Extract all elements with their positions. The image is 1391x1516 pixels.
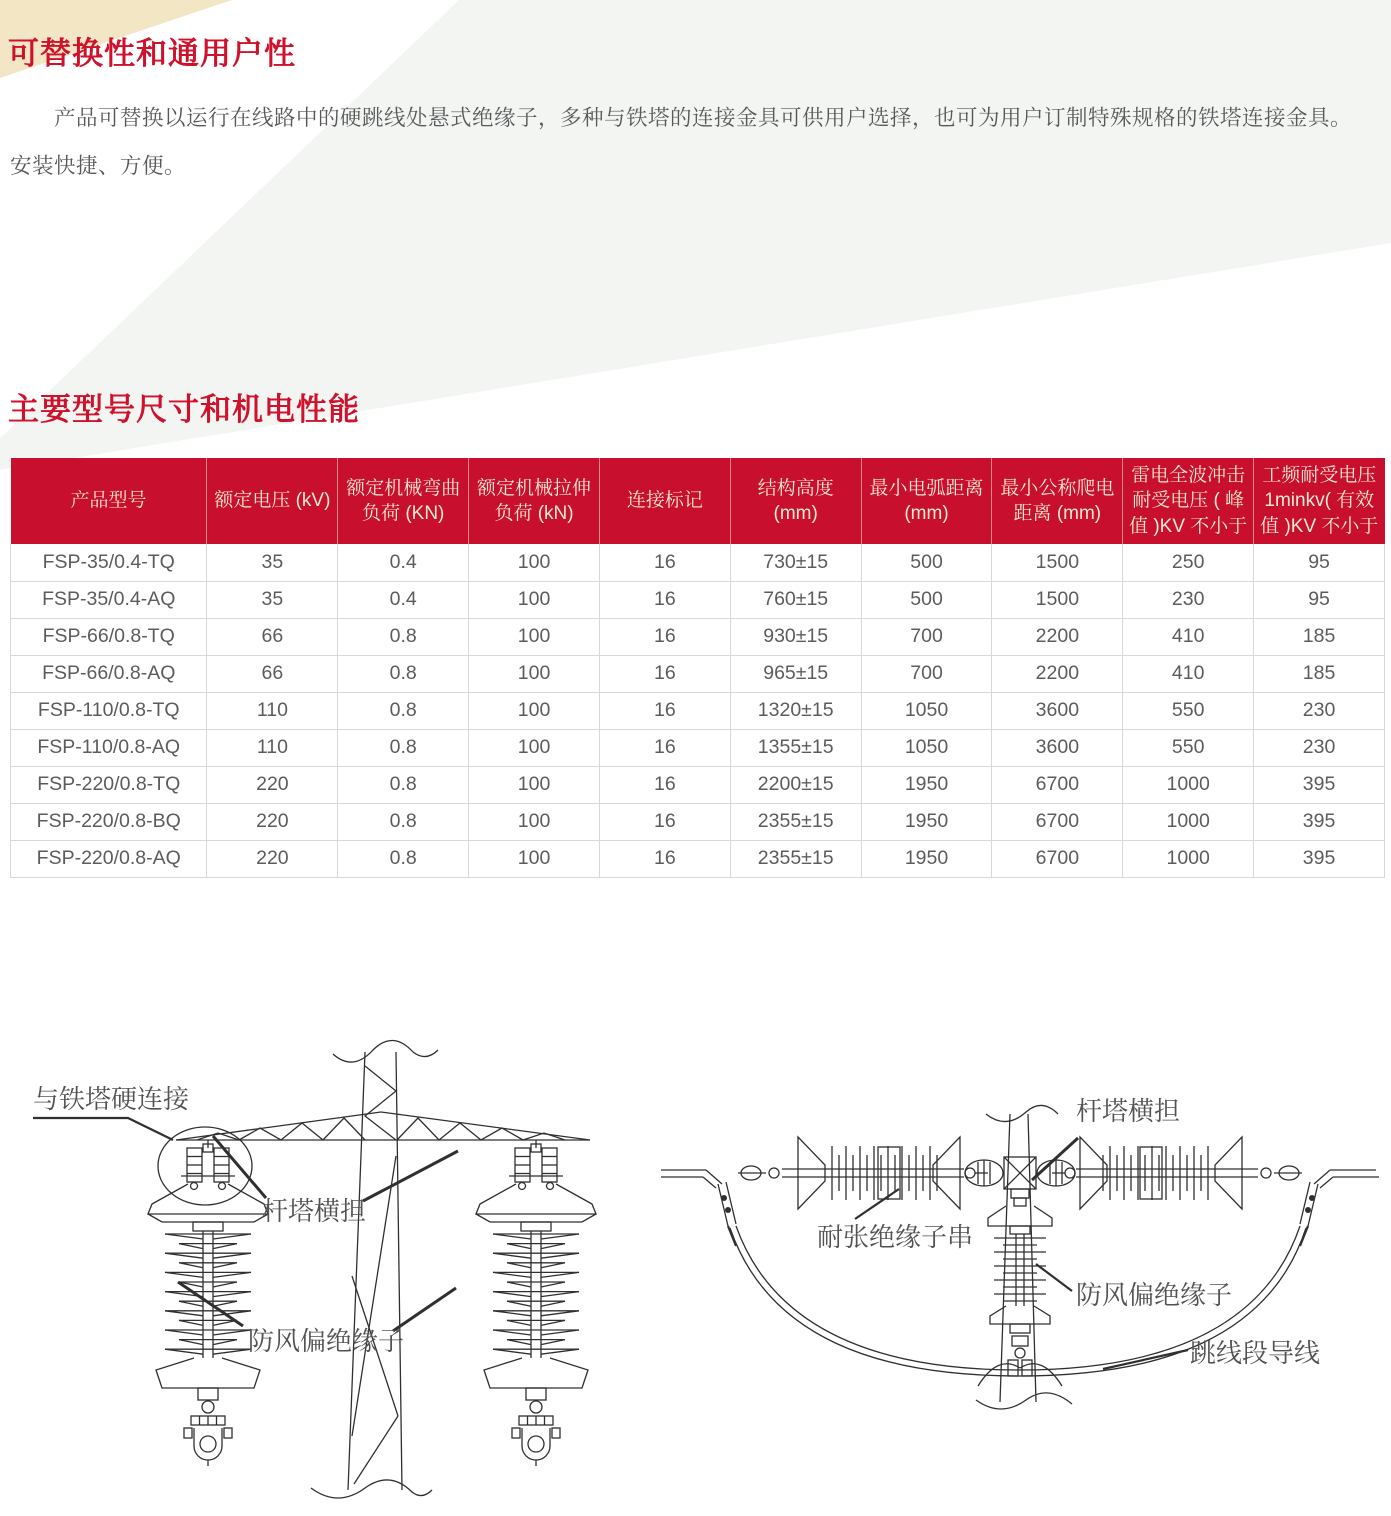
table-cell: 250 (1123, 544, 1254, 581)
table-cell: 3600 (992, 692, 1123, 729)
jumper-assembly-diagram (648, 1088, 1391, 1508)
table-cell: 16 (599, 692, 730, 729)
table-cell: 16 (599, 766, 730, 803)
table-cell: 550 (1123, 692, 1254, 729)
table-cell: 16 (599, 618, 730, 655)
table-cell: 2200 (992, 655, 1123, 692)
column-header: 结构高度 (mm) (730, 458, 861, 544)
table-cell: 2200±15 (730, 766, 861, 803)
table-cell: 6700 (992, 766, 1123, 803)
table-cell: 3600 (992, 729, 1123, 766)
table-cell: 16 (599, 729, 730, 766)
column-header: 额定电压 (kV) (207, 458, 338, 544)
table-cell: 0.8 (338, 618, 469, 655)
table-row (11, 766, 1385, 803)
table-cell: 110 (207, 692, 338, 729)
table-cell: 2200 (992, 618, 1123, 655)
table-cell: 0.8 (338, 692, 469, 729)
table-cell: 230 (1123, 581, 1254, 618)
table-cell: 1000 (1123, 803, 1254, 840)
table-cell: 395 (1254, 840, 1385, 877)
table-cell: 550 (1123, 729, 1254, 766)
label-wind-insulator: 防风偏绝缘子 (247, 1326, 405, 1356)
table-cell: 410 (1123, 618, 1254, 655)
column-header: 连接标记 (599, 458, 730, 544)
table-cell: 0.8 (338, 766, 469, 803)
table-cell: 66 (207, 618, 338, 655)
table-cell: 16 (599, 803, 730, 840)
table-cell: 100 (469, 618, 600, 655)
table-cell: 220 (207, 766, 338, 803)
table-cell: 16 (599, 655, 730, 692)
table-row (11, 803, 1385, 840)
label-wind-insulator: 防风偏绝缘子 (1075, 1280, 1233, 1310)
table-cell: 1050 (861, 692, 992, 729)
table-cell: FSP-35/0.4-TQ (11, 544, 207, 581)
table-cell: FSP-66/0.8-TQ (11, 618, 207, 655)
cross-arm-icon (176, 1112, 590, 1140)
table-cell: FSP-35/0.4-AQ (11, 581, 207, 618)
column-header: 产品型号 (11, 458, 207, 544)
table-cell: 1000 (1123, 840, 1254, 877)
table-row (11, 729, 1385, 766)
label-hard-connect: 与铁塔硬连接 (33, 1084, 190, 1114)
table-cell: 965±15 (730, 655, 861, 692)
column-header: 最小公称爬电距离 (mm) (992, 458, 1123, 544)
table-cell: 95 (1254, 544, 1385, 581)
table-cell: 35 (207, 544, 338, 581)
table-cell: 230 (1254, 692, 1385, 729)
table-row (11, 618, 1385, 655)
table-cell: 2355±15 (730, 840, 861, 877)
table-cell: 100 (469, 544, 600, 581)
intro-paragraph-line2: 安装快捷、方便。 (10, 154, 187, 178)
table-cell: 230 (1254, 729, 1385, 766)
table-cell: 100 (469, 692, 600, 729)
background-diagonal-band (0, 0, 1391, 520)
table-cell: 700 (861, 618, 992, 655)
cross-arm-pointer-right (363, 1151, 458, 1201)
table-cell: FSP-110/0.8-AQ (11, 729, 207, 766)
table-cell: 395 (1254, 803, 1385, 840)
table-cell: 100 (469, 729, 600, 766)
table-cell: 16 (599, 840, 730, 877)
table-cell: 100 (469, 581, 600, 618)
table-cell: 0.4 (338, 581, 469, 618)
label-cross-arm: 杆塔横担 (261, 1196, 367, 1226)
table-cell: 1950 (861, 840, 992, 877)
spec-table-header (11, 458, 1385, 544)
table-cell: 930±15 (730, 618, 861, 655)
label-jumper-wire: 跳线段导线 (1189, 1338, 1321, 1368)
table-cell: 1950 (861, 803, 992, 840)
label-cross-arm: 杆塔横担 (1075, 1096, 1181, 1126)
table-row (11, 581, 1385, 618)
table-cell: 6700 (992, 840, 1123, 877)
table-cell: 100 (469, 803, 600, 840)
table-cell: 1320±15 (730, 692, 861, 729)
tower-diagram (8, 1036, 648, 1516)
column-header: 额定机械弯曲负荷 (KN) (338, 458, 469, 544)
table-cell: 220 (207, 840, 338, 877)
table-cell: FSP-220/0.8-TQ (11, 766, 207, 803)
cross-arm-pointer (1032, 1138, 1078, 1180)
wind-insulator-pointer-right (393, 1288, 456, 1331)
column-header: 工频耐受电压 1minkv( 有效值 )KV 不小于 (1254, 458, 1385, 544)
section-title-specs: 主要型号尺寸和机电性能 (8, 392, 360, 427)
tower-mast-icon (311, 1040, 438, 1498)
table-cell: 2355±15 (730, 803, 861, 840)
table-row (11, 692, 1385, 729)
intro-paragraph-line1: 产品可替换以运行在线路中的硬跳线处悬式绝缘子，多种与铁塔的连接金具可供用户选择，也可为用户订制特殊规格的铁塔连接金具。 (54, 106, 1353, 130)
suspension-insulator-icon (148, 1127, 596, 1466)
table-cell: 1050 (861, 729, 992, 766)
table-cell: 16 (599, 581, 730, 618)
table-cell: 1950 (861, 766, 992, 803)
table-cell: 760±15 (730, 581, 861, 618)
spec-table (10, 458, 1385, 878)
table-cell: 0.8 (338, 729, 469, 766)
table-cell: 16 (599, 544, 730, 581)
table-cell: FSP-220/0.8-BQ (11, 803, 207, 840)
table-cell: 1000 (1123, 766, 1254, 803)
table-cell: 95 (1254, 581, 1385, 618)
wind-insulator-pointer-left (178, 1282, 243, 1326)
table-cell: 185 (1254, 618, 1385, 655)
table-cell: 6700 (992, 803, 1123, 840)
table-cell: 500 (861, 544, 992, 581)
wind-insulator-pointer (1036, 1264, 1072, 1291)
column-header: 最小电弧距离 (mm) (861, 458, 992, 544)
table-row (11, 544, 1385, 581)
table-cell: 100 (469, 655, 600, 692)
table-cell: 700 (861, 655, 992, 692)
table-cell: 1355±15 (730, 729, 861, 766)
table-cell: 0.8 (338, 840, 469, 877)
wind-insulator-icon (978, 1189, 1062, 1386)
table-cell: 220 (207, 803, 338, 840)
table-cell: FSP-220/0.8-AQ (11, 840, 207, 877)
table-cell: 100 (469, 766, 600, 803)
table-cell: 1500 (992, 581, 1123, 618)
hard-connect-pointer (33, 1118, 173, 1140)
table-cell: 35 (207, 581, 338, 618)
table-cell: 1500 (992, 544, 1123, 581)
table-row (11, 840, 1385, 877)
table-cell: 410 (1123, 655, 1254, 692)
label-tension-string: 耐张绝缘子串 (816, 1222, 974, 1252)
column-header: 额定机械拉伸负荷 (kN) (469, 458, 600, 544)
table-cell: 0.8 (338, 655, 469, 692)
table-cell: FSP-66/0.8-AQ (11, 655, 207, 692)
column-header: 雷电全波冲击耐受电压 ( 峰值 )KV 不小于 (1123, 458, 1254, 544)
spec-table-body (11, 544, 1385, 877)
jumper-wire-pointer (1103, 1350, 1188, 1369)
table-cell: 185 (1254, 655, 1385, 692)
table-cell: FSP-110/0.8-TQ (11, 692, 207, 729)
table-cell: 730±15 (730, 544, 861, 581)
table-cell: 0.4 (338, 544, 469, 581)
table-cell: 395 (1254, 766, 1385, 803)
table-cell: 500 (861, 581, 992, 618)
table-cell: 0.8 (338, 803, 469, 840)
tension-string-pointer (855, 1189, 899, 1219)
section-title-interchangeability: 可替换性和通用户性 (8, 36, 296, 71)
table-row (11, 655, 1385, 692)
table-cell: 66 (207, 655, 338, 692)
table-cell: 110 (207, 729, 338, 766)
table-cell: 100 (469, 840, 600, 877)
